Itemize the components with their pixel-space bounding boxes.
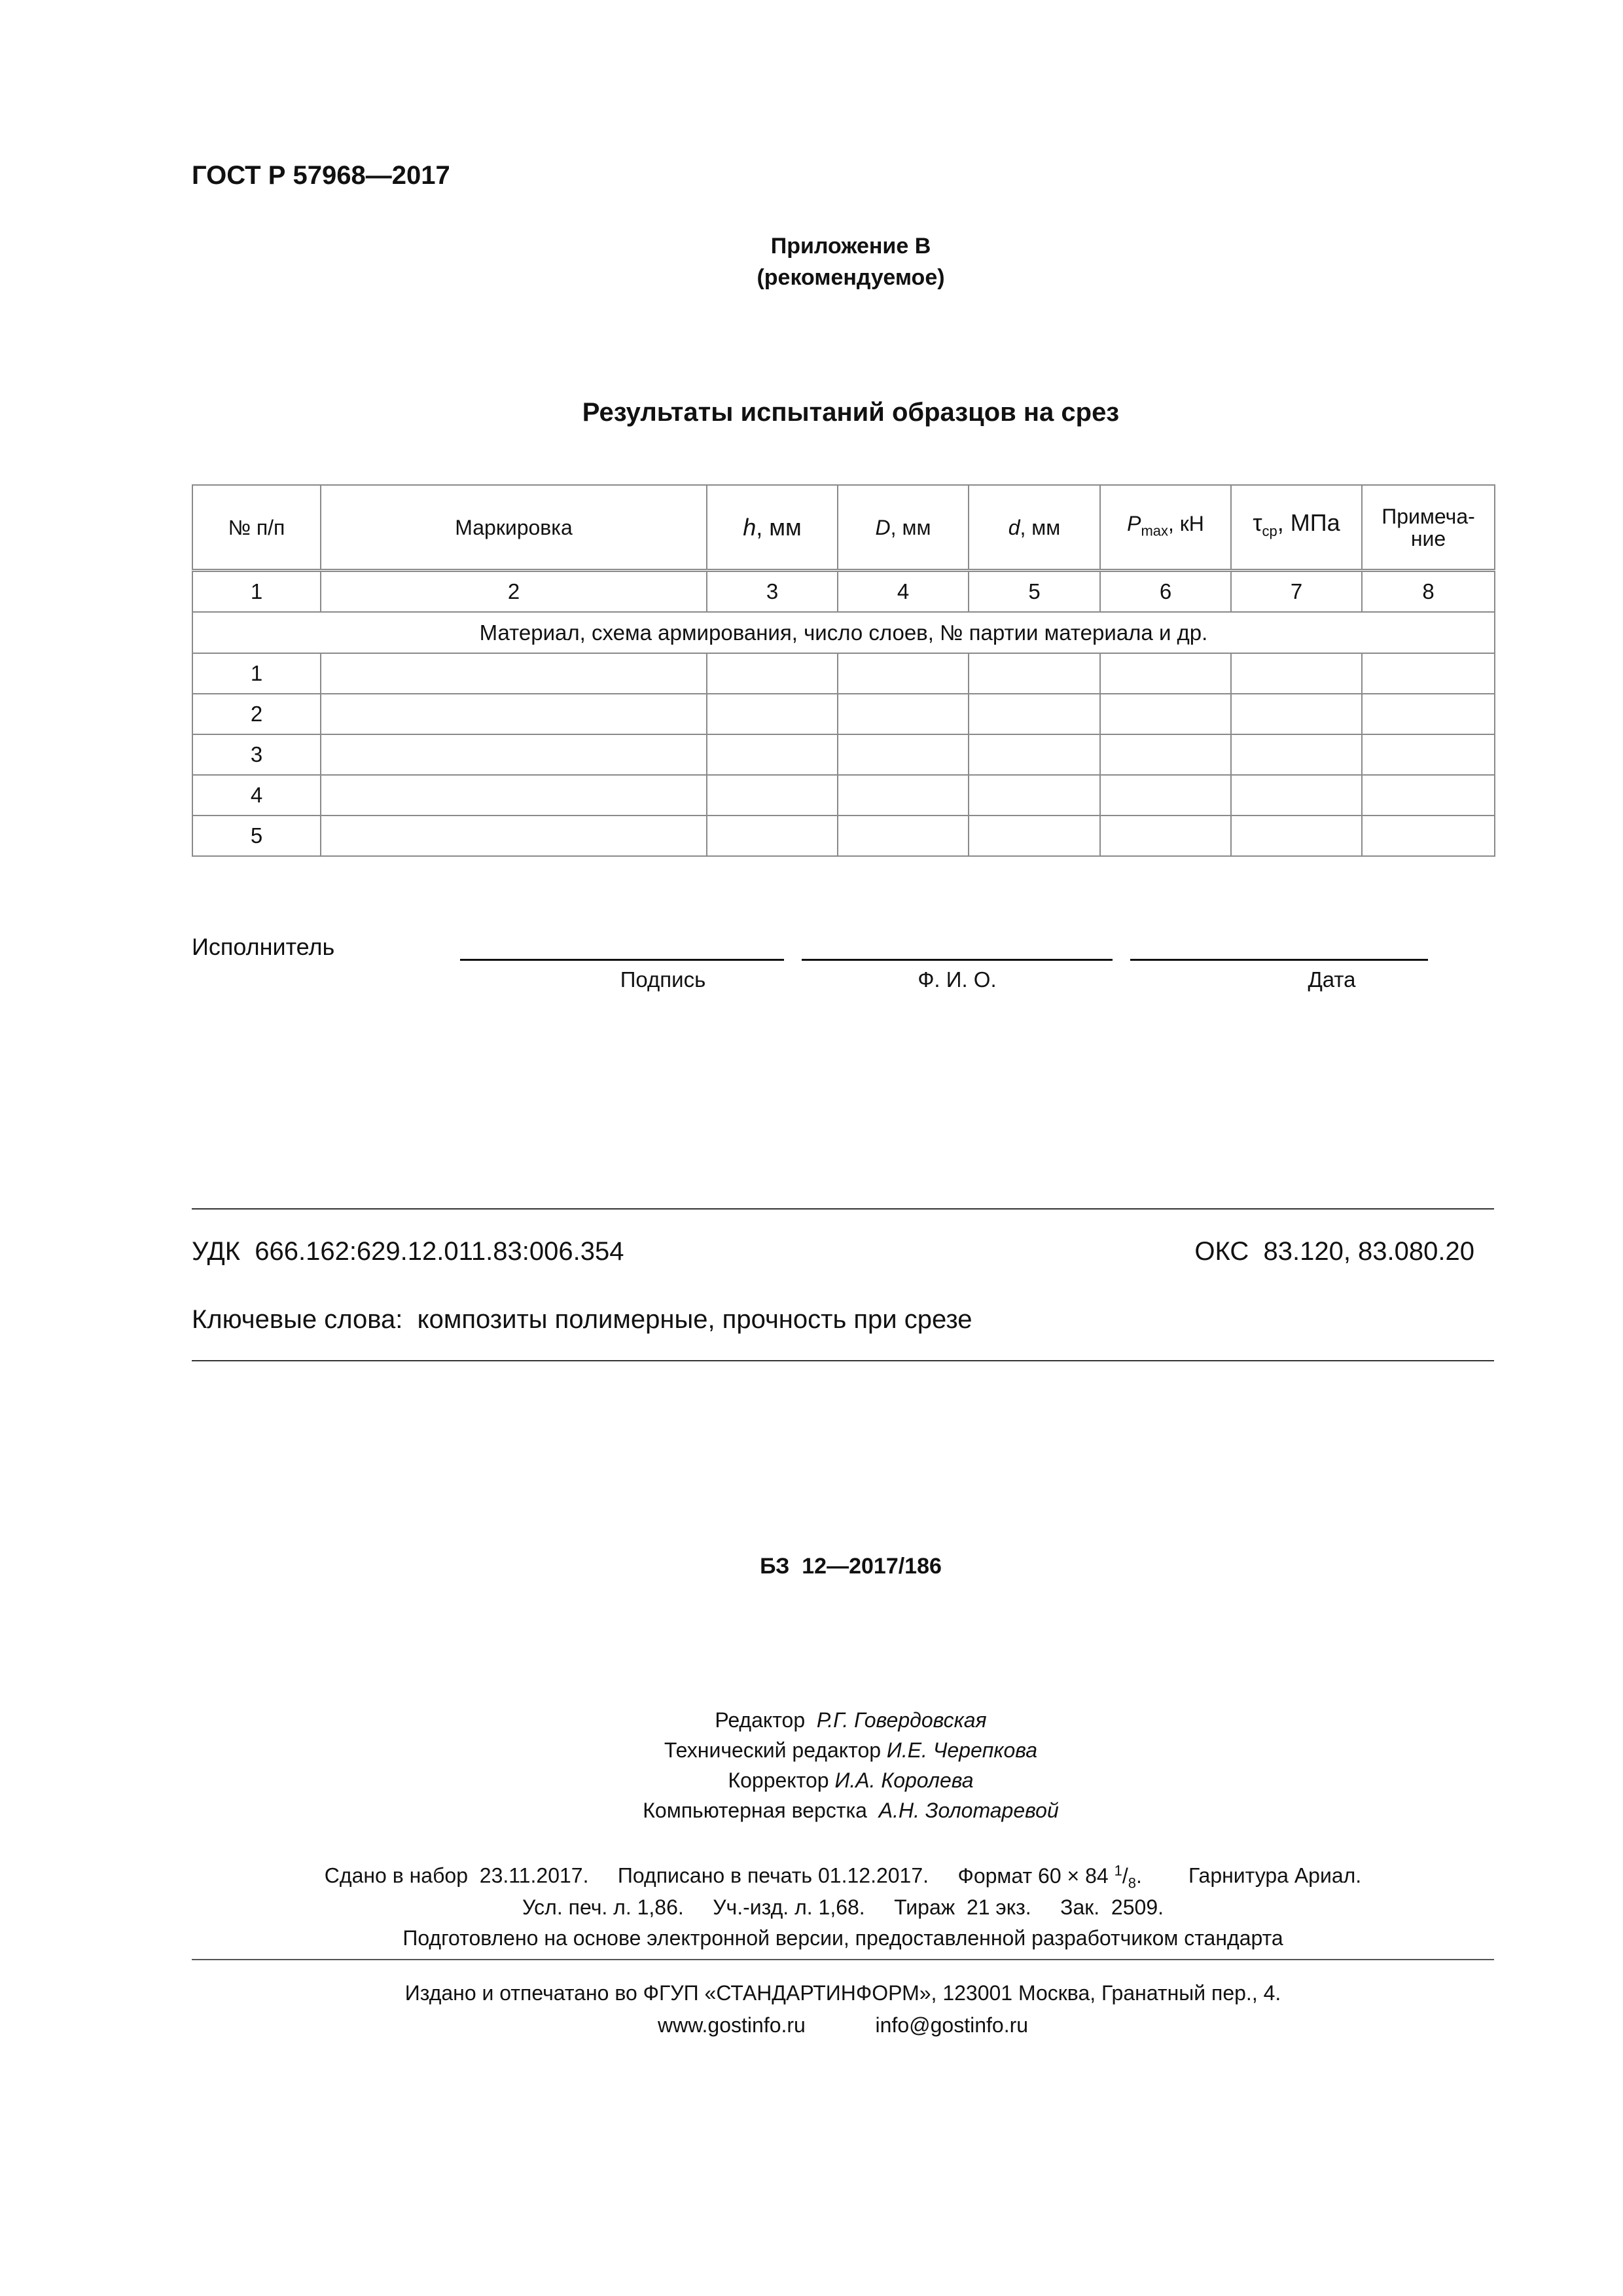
date-caption: Дата: [1308, 967, 1356, 992]
table-cell: [707, 775, 838, 816]
keywords-line: [192, 1305, 972, 1335]
table-cell: [969, 653, 1100, 694]
unit-P: , кН: [1168, 511, 1204, 535]
table-row: [192, 734, 1495, 775]
executor-label: Исполнитель: [192, 933, 335, 960]
table-cell: [969, 734, 1100, 775]
format-numerator: 1: [1114, 1862, 1122, 1878]
col-header-h: [707, 485, 838, 571]
column-number: 4: [838, 571, 969, 613]
table-header-row: [192, 485, 1495, 571]
table-cell: [1231, 694, 1362, 734]
note-line-2: ние: [1410, 526, 1446, 550]
credit-line: [458, 1795, 1243, 1825]
column-number: 7: [1231, 571, 1362, 613]
unit-d: , мм: [1020, 515, 1061, 539]
format-info: Формат 60 × 84 $^1/_8$.: [957, 1862, 1142, 1892]
unit-tau: , МПа: [1277, 509, 1340, 536]
table-cell: [838, 816, 969, 856]
imprint-line-2: Усл. печ. л. 1,86. Уч.-изд. л. 1,68. Тираж 21 экз. Зак. 2509.: [522, 1895, 1164, 1919]
col-header-tau: [1231, 485, 1362, 571]
column-number: 8: [1362, 571, 1495, 613]
table-row: [192, 694, 1495, 734]
email-link[interactable]: info@gostinfo.ru: [875, 2013, 1029, 2037]
appendix-title: Приложение В: [770, 234, 931, 259]
row-number: 5: [192, 816, 321, 856]
contacts-line: [192, 2013, 1494, 2037]
signature-line: [460, 959, 784, 961]
imprint-line-1: [192, 1862, 1494, 1892]
name-line: [802, 959, 1113, 961]
table-cell: [321, 775, 707, 816]
signed-date: Подписано в печать 01.12.2017.: [617, 1863, 929, 1888]
table-cell: [838, 694, 969, 734]
appendix-heading: [654, 230, 1047, 293]
row-number: 1: [192, 653, 321, 694]
table-cell: [838, 734, 969, 775]
table-cell: [1100, 694, 1231, 734]
credit-name: И.Е. Черепкова: [886, 1738, 1038, 1762]
table-cell: [707, 734, 838, 775]
col-header-D: [838, 485, 969, 571]
credit-role: Корректор: [728, 1768, 829, 1792]
credit-role: Технический редактор: [664, 1738, 882, 1762]
table-cell: [1362, 694, 1495, 734]
table-cell: [1362, 653, 1495, 694]
imprint-line-3: Подготовлено на основе электронной версии, предоставленной разработчиком стандарта: [402, 1926, 1283, 1950]
subscript-sr: ср: [1262, 523, 1277, 540]
row-number: 3: [192, 734, 321, 775]
table-cell: [321, 694, 707, 734]
credit-line: [458, 1765, 1243, 1795]
material-description: Материал, схема армирования, число слоев, № партии материала и др.: [192, 612, 1495, 653]
table-cell: [838, 775, 969, 816]
column-number: 5: [969, 571, 1100, 613]
table-cell: [1231, 816, 1362, 856]
table-cell: [1231, 653, 1362, 694]
keywords-text: композиты полимерные, прочность при срезе: [417, 1305, 972, 1334]
table-cell: [1362, 816, 1495, 856]
column-number-row: [192, 571, 1495, 613]
credits-block: [458, 1705, 1243, 1825]
table-cell: [707, 816, 838, 856]
col-header-d: [969, 485, 1100, 571]
divider-top: [192, 1208, 1494, 1210]
table-cell: [1231, 775, 1362, 816]
column-number: 1: [192, 571, 321, 613]
col-header-pmax: [1100, 485, 1231, 571]
format-prefix: Формат 60 × 84: [957, 1863, 1109, 1888]
divider-imprint: [192, 1959, 1494, 1960]
symbol-tau: τ: [1253, 509, 1262, 536]
table-cell: [321, 816, 707, 856]
table-cell: [321, 653, 707, 694]
table-row: [192, 653, 1495, 694]
submitted-date: Сдано в набор 23.11.2017.: [324, 1863, 589, 1888]
table-cell: [707, 653, 838, 694]
column-number: 3: [707, 571, 838, 613]
subscript-max: max: [1141, 522, 1168, 539]
credit-name: И.А. Королева: [834, 1768, 974, 1792]
oks-code: ОКС 83.120, 83.080.20: [1194, 1237, 1474, 1266]
document-code: ГОСТ Р 57968—2017: [192, 161, 450, 190]
table-cell: [1100, 816, 1231, 856]
credit-name: А.Н. Золотаревой: [878, 1799, 1059, 1822]
symbol-D: D: [875, 515, 891, 539]
results-table: [192, 484, 1495, 857]
symbol-h: h: [743, 513, 757, 541]
material-row: [192, 612, 1495, 653]
bz-number: БЗ 12—2017/186: [760, 1554, 942, 1579]
credit-name: Р.Г. Говердовская: [816, 1708, 987, 1732]
keywords-label: Ключевые слова:: [192, 1305, 403, 1334]
table-cell: [1100, 653, 1231, 694]
table-cell: [707, 694, 838, 734]
table-cell: [969, 694, 1100, 734]
table-cell: [1100, 775, 1231, 816]
table-cell: [1231, 734, 1362, 775]
table-cell: [838, 653, 969, 694]
typeface-info: Гарнитура Ариал.: [1188, 1863, 1362, 1888]
table-cell: [1362, 775, 1495, 816]
unit-h: , мм: [756, 513, 802, 541]
column-number: 6: [1100, 571, 1231, 613]
col-header-marking: Маркировка: [321, 485, 707, 571]
divider-bottom: [192, 1360, 1494, 1361]
credit-line: [458, 1705, 1243, 1735]
credit-role: Редактор: [715, 1708, 806, 1732]
publisher-line: Издано и отпечатано во ФГУП «СТАНДАРТИНФОРМ», 123001 Москва, Гранатный пер., 4.: [404, 1981, 1281, 2005]
column-number: 2: [321, 571, 707, 613]
table-cell: [1100, 734, 1231, 775]
table-cell: [969, 816, 1100, 856]
unit-D: , мм: [890, 515, 931, 539]
note-line-1: Примеча-: [1382, 504, 1475, 528]
table-row: [192, 775, 1495, 816]
signature-caption: Подпись: [620, 967, 706, 992]
row-number: 2: [192, 694, 321, 734]
credit-line: [458, 1735, 1243, 1765]
website-link[interactable]: www.gostinfo.ru: [657, 2013, 806, 2037]
col-header-num: № п/п: [192, 485, 321, 571]
appendix-type: (рекомендуемое): [757, 265, 945, 290]
table-cell: [1362, 734, 1495, 775]
date-line: [1130, 959, 1428, 961]
symbol-d: d: [1008, 515, 1020, 539]
table-cell: [969, 775, 1100, 816]
table-row: [192, 816, 1495, 856]
col-header-note: [1362, 485, 1495, 571]
udk-code: УДК 666.162:629.12.011.83:006.354: [192, 1237, 624, 1266]
results-table-title: Результаты испытаний образцов на срез: [582, 398, 1120, 427]
credit-role: Компьютерная верстка: [643, 1799, 867, 1822]
name-caption: Ф. И. О.: [918, 967, 997, 992]
table-cell: [321, 734, 707, 775]
symbol-P: P: [1127, 511, 1141, 535]
format-denominator: 8: [1128, 1874, 1136, 1892]
row-number: 4: [192, 775, 321, 816]
